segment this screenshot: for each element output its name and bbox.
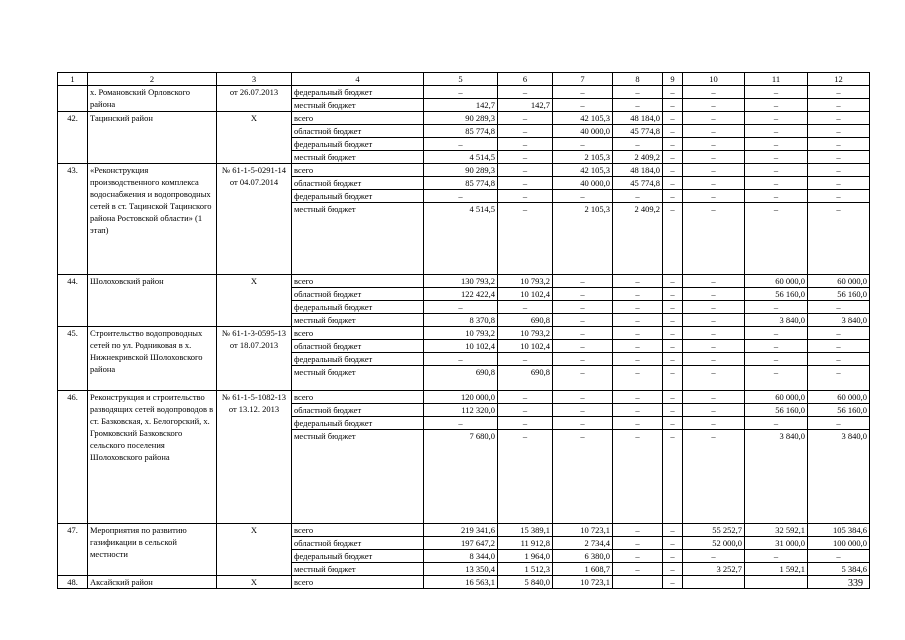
year-cell: – [498,112,553,125]
row-number-cell: 48. [58,576,88,589]
year-cell: – [498,301,553,314]
year-cell: 42 105,3 [553,164,613,177]
total-cell: 8 370,8 [424,314,498,327]
year-cell: 2 409,2 [613,151,663,164]
year-cell: – [683,417,745,430]
year-cell: – [613,138,663,151]
year-cell: 2 105,3 [553,151,613,164]
year-cell: – [613,190,663,203]
year-cell: – [613,563,663,576]
year-cell: – [808,301,870,314]
year-cell: – [663,301,683,314]
source-cell: местный бюджет [292,151,424,164]
source-cell: областной бюджет [292,125,424,138]
year-cell: – [663,203,683,275]
year-cell: – [553,430,613,524]
document-cell: Х [217,524,292,576]
header-cell: 3 [217,73,292,86]
year-cell: – [745,125,808,138]
source-cell: местный бюджет [292,563,424,576]
source-cell: областной бюджет [292,537,424,550]
year-cell: – [745,550,808,563]
source-cell: областной бюджет [292,340,424,353]
row-number-cell: 45. [58,327,88,391]
year-cell: – [553,288,613,301]
year-cell: – [498,125,553,138]
year-cell: 40 000,0 [553,177,613,190]
year-cell: – [663,86,683,99]
total-cell: 90 289,3 [424,112,498,125]
source-cell: всего [292,275,424,288]
header-cell: 1 [58,73,88,86]
source-cell: федеральный бюджет [292,550,424,563]
source-cell: федеральный бюджет [292,353,424,366]
year-cell: – [808,125,870,138]
table-row [58,391,870,404]
year-cell: 5 840,0 [498,576,553,589]
year-cell: – [613,327,663,340]
row-number-cell: 44. [58,275,88,327]
year-cell: – [553,99,613,112]
total-cell: 7 680,0 [424,430,498,524]
table-row [58,327,870,340]
year-cell: – [498,164,553,177]
year-cell: – [663,99,683,112]
year-cell: – [683,314,745,327]
header-cell: 6 [498,73,553,86]
year-cell: – [745,151,808,164]
source-cell: всего [292,164,424,177]
year-cell: 10 102,4 [498,288,553,301]
year-cell: – [663,314,683,327]
year-cell: 56 160,0 [745,288,808,301]
table-header-row [58,73,870,86]
source-cell: местный бюджет [292,203,424,275]
header-cell: 9 [663,73,683,86]
year-cell: – [498,190,553,203]
year-cell: – [808,550,870,563]
table-body [58,73,870,589]
header-cell: 10 [683,73,745,86]
year-cell: – [808,112,870,125]
row-number-cell: 47. [58,524,88,576]
budget-table [57,72,870,589]
year-cell: – [498,391,553,404]
name-cell: х. Романовский Орловского района [88,86,217,112]
year-cell: 56 160,0 [745,404,808,417]
total-cell: 10 102,4 [424,340,498,353]
year-cell: – [663,340,683,353]
total-cell: 90 289,3 [424,164,498,177]
year-cell: 3 252,7 [683,563,745,576]
year-cell: – [498,417,553,430]
year-cell: – [498,138,553,151]
year-cell: – [663,288,683,301]
total-cell: 197 647,2 [424,537,498,550]
document-cell: от 26.07.2013 [217,86,292,112]
year-cell: – [613,550,663,563]
document-cell: Х [217,112,292,164]
year-cell: – [498,430,553,524]
document-cell: № 61-1-3-0595-13 от 18.07.2013 [217,327,292,391]
year-cell: – [683,301,745,314]
year-cell: 48 184,0 [613,112,663,125]
year-cell: – [613,366,663,391]
name-cell: Аксайский район [88,576,217,589]
total-cell: 16 563,1 [424,576,498,589]
year-cell: – [745,164,808,177]
year-cell: – [663,404,683,417]
source-cell: местный бюджет [292,430,424,524]
year-cell: 45 774,8 [613,177,663,190]
header-cell: 2 [88,73,217,86]
year-cell: – [613,275,663,288]
year-cell: – [683,550,745,563]
year-cell: – [683,391,745,404]
year-cell: – [553,391,613,404]
total-cell: – [424,86,498,99]
year-cell: 3 840,0 [808,314,870,327]
year-cell: – [683,275,745,288]
source-cell: федеральный бюджет [292,190,424,203]
source-cell: областной бюджет [292,288,424,301]
year-cell: – [553,86,613,99]
header-cell: 11 [745,73,808,86]
year-cell: – [553,404,613,417]
source-cell: федеральный бюджет [292,301,424,314]
year-cell: – [613,430,663,524]
year-cell: – [745,112,808,125]
year-cell: – [663,327,683,340]
year-cell: – [683,86,745,99]
year-cell: – [808,99,870,112]
year-cell: 10 793,2 [498,327,553,340]
year-cell: – [745,86,808,99]
year-cell: – [663,417,683,430]
total-cell: – [424,301,498,314]
year-cell: 2 734,4 [553,537,613,550]
total-cell: – [424,138,498,151]
total-cell: 122 422,4 [424,288,498,301]
year-cell: – [613,340,663,353]
year-cell: 10 793,2 [498,275,553,288]
year-cell: 142,7 [498,99,553,112]
table-row [58,86,870,99]
total-cell: 130 793,2 [424,275,498,288]
header-cell: 5 [424,73,498,86]
year-cell: – [745,301,808,314]
year-cell: 690,8 [498,314,553,327]
year-cell: 55 252,7 [683,524,745,537]
total-cell: 120 000,0 [424,391,498,404]
year-cell: – [808,353,870,366]
year-cell: 11 912,8 [498,537,553,550]
year-cell: – [683,404,745,417]
year-cell: – [745,353,808,366]
year-cell: 56 160,0 [808,404,870,417]
row-number-cell: 46. [58,391,88,524]
year-cell: – [683,340,745,353]
year-cell: – [553,314,613,327]
name-cell: Реконструкция и строительство разводящих сетей водопроводов в ст. Базковская, х. Белогорский, х. Громковский Базковского сельского поселения Шолоховского района [88,391,217,524]
year-cell: – [683,177,745,190]
total-cell: 8 344,0 [424,550,498,563]
year-cell: – [553,340,613,353]
year-cell: 2 409,2 [613,203,663,275]
year-cell: 100 000,0 [808,537,870,550]
total-cell: – [424,353,498,366]
year-cell: 10 723,1 [553,576,613,589]
source-cell: федеральный бюджет [292,417,424,430]
year-cell: – [553,366,613,391]
year-cell: – [683,138,745,151]
year-cell: – [663,164,683,177]
year-cell: – [808,366,870,391]
year-cell: – [663,190,683,203]
year-cell: – [683,353,745,366]
year-cell: – [498,404,553,417]
row-number-cell: 43. [58,164,88,275]
total-cell: 4 514,5 [424,151,498,164]
year-cell: – [498,151,553,164]
year-cell: – [553,327,613,340]
source-cell: областной бюджет [292,404,424,417]
year-cell: – [663,366,683,391]
year-cell: – [745,138,808,151]
total-cell: 13 350,4 [424,563,498,576]
year-cell: – [613,353,663,366]
year-cell: – [683,125,745,138]
year-cell: 52 000,0 [683,537,745,550]
year-cell: – [663,353,683,366]
year-cell: 6 380,0 [553,550,613,563]
year-cell: – [663,112,683,125]
year-cell: – [683,99,745,112]
document-cell: № 61-1-5-0291-14 от 04.07.2014 [217,164,292,275]
table-row [58,524,870,537]
year-cell: – [663,524,683,537]
source-cell: всего [292,327,424,340]
year-cell: 5 384,6 [808,563,870,576]
year-cell: – [683,288,745,301]
year-cell: – [663,391,683,404]
year-cell: – [745,190,808,203]
year-cell: 40 000,0 [553,125,613,138]
year-cell: 31 000,0 [745,537,808,550]
table-row [58,112,870,125]
year-cell: 15 389,1 [498,524,553,537]
source-cell: местный бюджет [292,99,424,112]
year-cell: – [663,275,683,288]
year-cell: – [745,366,808,391]
year-cell: – [683,203,745,275]
source-cell: всего [292,576,424,589]
total-cell: 85 774,8 [424,177,498,190]
name-cell: «Реконструкция производственного комплекса водоснабжения и водопроводных сетей в ст. Тацинской Тацинского района Ростовской области» (1 этап) [88,164,217,275]
table-row [58,164,870,177]
year-cell: – [663,138,683,151]
year-cell: 42 105,3 [553,112,613,125]
total-cell: 142,7 [424,99,498,112]
year-cell: 10 723,1 [553,524,613,537]
year-cell: 3 840,0 [745,430,808,524]
year-cell: – [808,190,870,203]
year-cell: – [808,138,870,151]
year-cell: – [498,203,553,275]
year-cell: – [553,353,613,366]
year-cell: – [553,301,613,314]
year-cell: – [808,151,870,164]
year-cell: – [663,537,683,550]
table-row [58,275,870,288]
year-cell: – [808,340,870,353]
year-cell: – [745,340,808,353]
total-cell: 10 793,2 [424,327,498,340]
year-cell: – [613,417,663,430]
name-cell: Шолоховский район [88,275,217,327]
year-cell: 60 000,0 [808,391,870,404]
year-cell: – [553,138,613,151]
year-cell: 56 160,0 [808,288,870,301]
year-cell: – [808,417,870,430]
year-cell: – [683,366,745,391]
page-number: 339 [848,578,863,589]
year-cell: 10 102,4 [498,340,553,353]
year-cell: – [745,327,808,340]
year-cell: – [613,288,663,301]
header-cell: 7 [553,73,613,86]
total-cell: 112 320,0 [424,404,498,417]
year-cell: 2 105,3 [553,203,613,275]
year-cell: – [663,563,683,576]
year-cell: – [553,417,613,430]
year-cell: – [808,177,870,190]
year-cell: – [745,203,808,275]
header-cell: 4 [292,73,424,86]
header-cell: 8 [613,73,663,86]
year-cell: 60 000,0 [808,275,870,288]
year-cell: – [683,430,745,524]
total-cell: 219 341,6 [424,524,498,537]
year-cell: – [498,86,553,99]
year-cell: – [498,353,553,366]
total-cell: 4 514,5 [424,203,498,275]
year-cell: 105 384,6 [808,524,870,537]
row-number-cell [58,86,88,112]
document-cell: № 61-1-5-1082-13 от 13.12. 2013 [217,391,292,524]
year-cell: – [663,576,683,589]
name-cell: Мероприятия по развитию газификации в сельской местности [88,524,217,576]
year-cell: – [663,177,683,190]
year-cell: 3 840,0 [745,314,808,327]
name-cell: Тацинский район [88,112,217,164]
year-cell: – [663,125,683,138]
source-cell: местный бюджет [292,314,424,327]
source-cell: всего [292,391,424,404]
year-cell [745,576,808,589]
source-cell: федеральный бюджет [292,138,424,151]
source-cell: всего [292,112,424,125]
year-cell: – [808,86,870,99]
document-cell: Х [217,275,292,327]
year-cell: – [613,99,663,112]
year-cell: 48 184,0 [613,164,663,177]
year-cell: 1 592,1 [745,563,808,576]
header-cell: 12 [808,73,870,86]
source-cell: местный бюджет [292,366,424,391]
total-cell: – [424,417,498,430]
year-cell: – [745,177,808,190]
name-cell: Строительство водопроводных сетей по ул. Родниковая в х. Нижнекривской Шолоховского района [88,327,217,391]
year-cell: – [613,537,663,550]
year-cell: – [613,404,663,417]
year-cell: – [683,164,745,177]
total-cell: 690,8 [424,366,498,391]
year-cell: – [808,327,870,340]
year-cell [613,576,663,589]
year-cell [683,576,745,589]
year-cell: 1 512,3 [498,563,553,576]
year-cell: 1 964,0 [498,550,553,563]
year-cell: 60 000,0 [745,275,808,288]
year-cell: – [613,301,663,314]
year-cell: – [683,151,745,164]
source-cell: федеральный бюджет [292,86,424,99]
year-cell: 1 608,7 [553,563,613,576]
year-cell: 45 774,8 [613,125,663,138]
year-cell: – [808,203,870,275]
year-cell: 60 000,0 [745,391,808,404]
year-cell: – [745,417,808,430]
year-cell: – [663,430,683,524]
year-cell: – [498,177,553,190]
document-cell: Х [217,576,292,589]
year-cell: – [613,314,663,327]
year-cell: – [553,275,613,288]
source-cell: областной бюджет [292,177,424,190]
year-cell: – [745,99,808,112]
year-cell: 32 592,1 [745,524,808,537]
year-cell: – [683,112,745,125]
year-cell: – [613,86,663,99]
year-cell: 3 840,0 [808,430,870,524]
year-cell: – [663,550,683,563]
year-cell: – [808,164,870,177]
year-cell: – [613,524,663,537]
total-cell: 85 774,8 [424,125,498,138]
total-cell: – [424,190,498,203]
year-cell: – [683,327,745,340]
year-cell: – [553,190,613,203]
table-row [58,576,870,589]
source-cell: всего [292,524,424,537]
year-cell: – [613,391,663,404]
year-cell: 690,8 [498,366,553,391]
year-cell: – [663,151,683,164]
row-number-cell: 42. [58,112,88,164]
year-cell: – [683,190,745,203]
